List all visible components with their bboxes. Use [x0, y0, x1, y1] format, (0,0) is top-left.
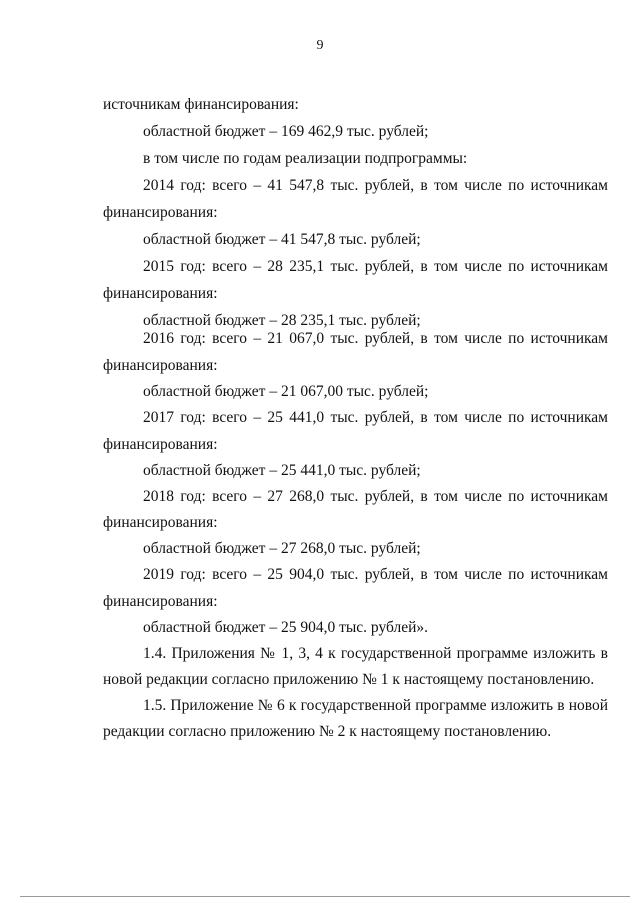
text-line: 2017 год: всего – 25 441,0 тыс. рублей, в том числе по источникам	[143, 409, 608, 426]
page-number: 9	[316, 38, 324, 53]
text-line: финансирования:	[103, 593, 218, 610]
text-line: источникам финансирования:	[103, 96, 299, 113]
text-line: 1.5. Приложение № 6 к государственной программе изложить в новой	[143, 697, 608, 714]
text-line: новой редакции согласно приложению № 1 к настоящему постановлению.	[103, 671, 595, 688]
text-line: областной бюджет – 28 235,1 тыс. рублей;	[143, 312, 421, 329]
text-line: финансирования:	[103, 204, 218, 221]
text-line: финансирования:	[103, 514, 218, 531]
text-line: в том числе по годам реализации подпрограммы:	[143, 150, 468, 167]
text-line: финансирования:	[103, 436, 218, 453]
text-line: 2015 год: всего – 28 235,1 тыс. рублей, в том числе по источникам	[143, 258, 608, 275]
text-line: 1.4. Приложения № 1, 3, 4 к государственной программе изложить в	[143, 645, 608, 662]
text-line: областной бюджет – 169 462,9 тыс. рублей;	[143, 123, 429, 140]
text-line: 2018 год: всего – 27 268,0 тыс. рублей, в том числе по источникам	[143, 488, 608, 505]
text-line: финансирования:	[103, 285, 218, 302]
text-line: областной бюджет – 25 441,0 тыс. рублей;	[143, 462, 421, 479]
text-line: 2019 год: всего – 25 904,0 тыс. рублей, в том числе по источникам	[143, 566, 608, 583]
text-line: редакции согласно приложению № 2 к настоящему постановлению.	[103, 723, 552, 740]
text-line: областной бюджет – 41 547,8 тыс. рублей;	[143, 231, 421, 248]
text-line: финансирования:	[103, 357, 218, 374]
scan-edge-line	[20, 896, 630, 897]
text-line: 2014 год: всего – 41 547,8 тыс. рублей, в том числе по источникам	[143, 177, 608, 194]
text-line: областной бюджет – 25 904,0 тыс. рублей».	[143, 619, 429, 636]
text-line: областной бюджет – 27 268,0 тыс. рублей;	[143, 540, 421, 557]
text-line: областной бюджет – 21 067,00 тыс. рублей;	[143, 383, 429, 400]
text-line: 2016 год: всего – 21 067,0 тыс. рублей, в том числе по источникам	[143, 330, 608, 347]
